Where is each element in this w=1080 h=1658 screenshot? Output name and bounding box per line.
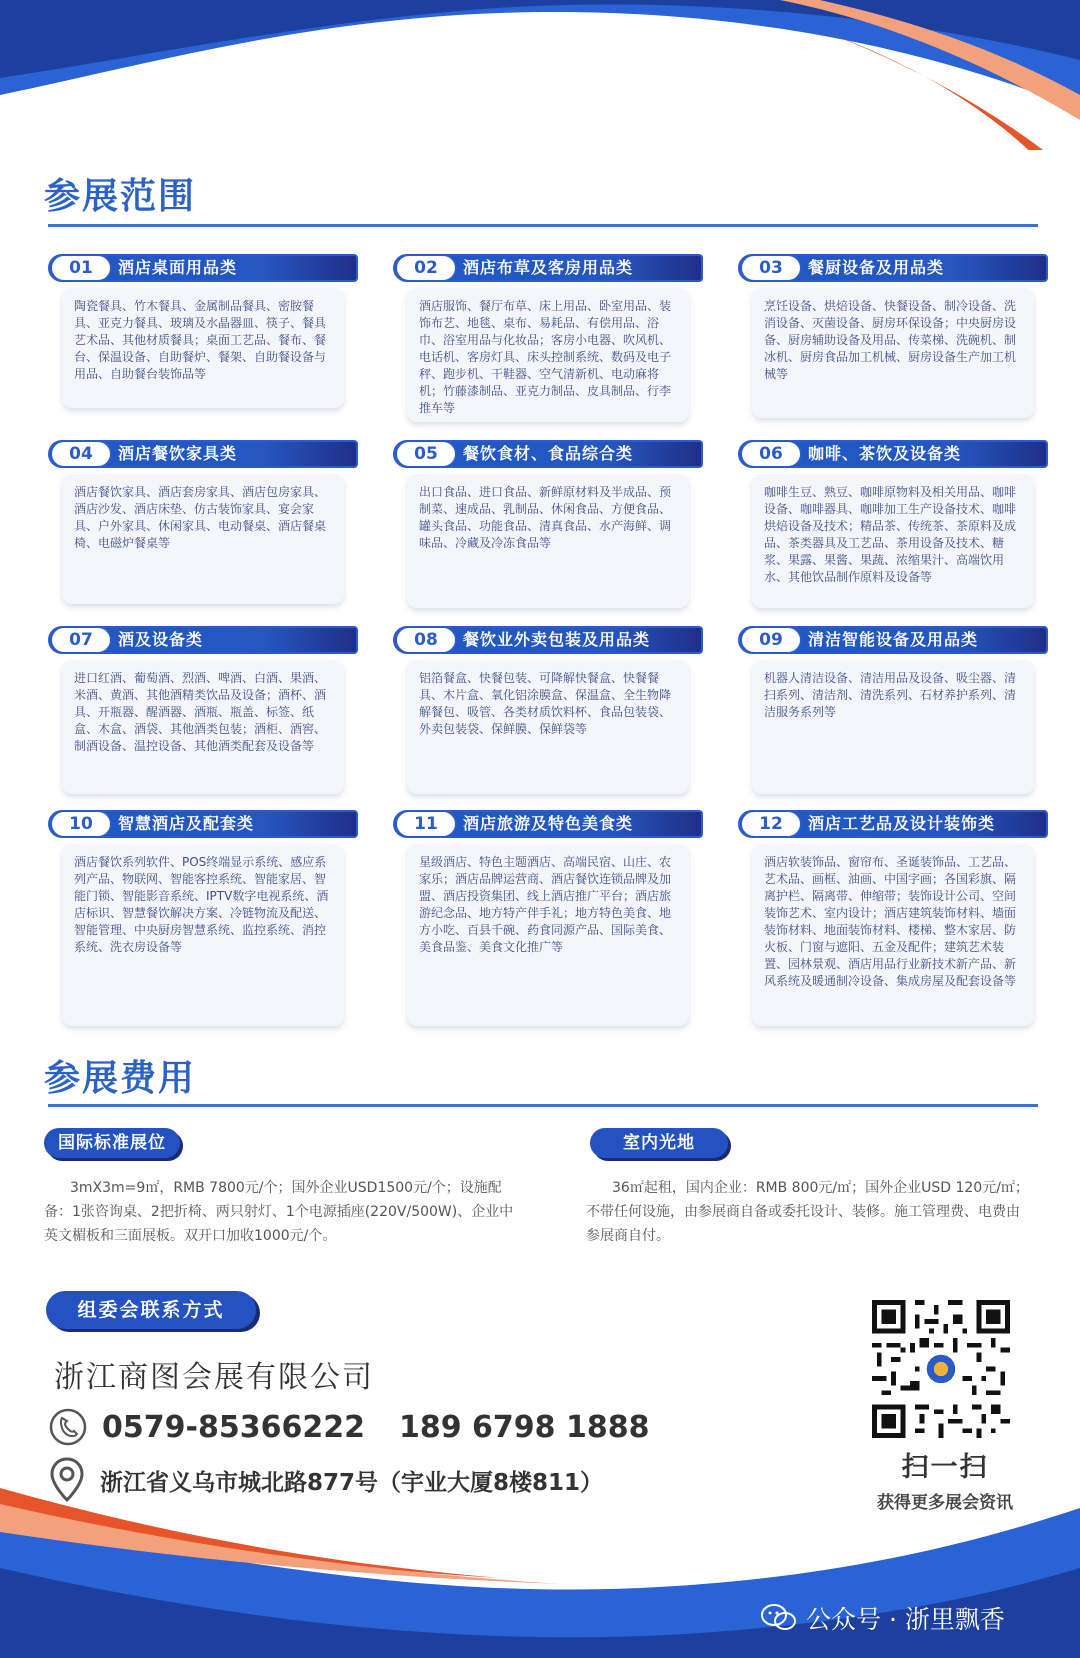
category-description: 酒店餐饮家具、酒店套房家具、酒店包房家具、酒店沙发、酒店床垫、仿古装饰家具、宴会家具、户外家具、休闲家具、电动餐桌、酒店餐桌椅、电磁炉餐桌等	[62, 474, 344, 604]
category-title: 酒店桌面用品类	[118, 258, 238, 277]
address-text: 浙江省义乌市城北路877号（宇业大厦8楼811）	[100, 1469, 604, 1496]
wechat-icon	[760, 1603, 798, 1633]
category-header	[738, 440, 1048, 468]
category-description: 铝箔餐盒、快餐包装、可降解快餐盒、快餐餐具、木片盒、氧化铝涂膜盒、保温盒、全生物降解餐包、吸管、各类材质饮料杯、食品包装袋、外卖包装袋、保鲜膜、保鲜袋等	[407, 660, 689, 794]
section-divider	[48, 224, 1038, 227]
category-header	[738, 254, 1048, 282]
phone-number[interactable]: 0579-85366222	[102, 1409, 365, 1445]
category-number: 11	[395, 810, 457, 838]
category-description: 酒店餐饮系列软件、POS终端显示系统、感应系列产品、物联网、智能客控系统、智能家居、智能门锁、智能影音系统、IPTV数字电视系统、酒店标识、智慧餐饮解决方案、冷链物流及配送、智能管理、中央厨房智慧系统、监控系统、消控系统、洗衣房设备等	[62, 844, 344, 1026]
category-header	[393, 810, 703, 838]
category-title: 餐厨设备及用品类	[808, 258, 945, 277]
category-description: 酒店软装饰品、窗帘布、圣诞装饰品、工艺品、艺术品、画框、油画、中国字画；各国彩旗、隔离护栏、隔离带、伸缩带；装饰设计公司、空间装饰艺术、室内设计；酒店建筑装饰材料、墙面装饰材料、地面装饰材料、楼梯、整木家居、防火板、门窗与遮阳、五金及配件；建筑艺术装置、园林景观、酒店用品行业新技术新产品、新风系统及暖通制冷设备、集成房屋及配套设备等	[752, 844, 1034, 1026]
phone-icon	[48, 1407, 88, 1447]
category-card	[48, 810, 358, 1026]
category-card	[48, 440, 358, 604]
category-card	[738, 254, 1048, 418]
category-card	[393, 254, 703, 422]
category-number: 08	[395, 626, 457, 654]
standard-booth-label: 国际标准展位	[44, 1128, 180, 1158]
category-header	[393, 626, 703, 654]
contact-label: 组委会联系方式	[46, 1291, 256, 1329]
qr-code-image[interactable]	[872, 1300, 1010, 1438]
category-card	[48, 254, 358, 408]
mobile-number[interactable]: 189 6798 1888	[398, 1409, 650, 1445]
category-number: 12	[740, 810, 802, 838]
section-divider	[48, 1104, 1038, 1107]
category-description: 星级酒店、特色主题酒店、高端民宿、山庄、农家乐；酒店品牌运营商、酒店餐饮连锁品牌及加盟、酒店投资集团、线上酒店推广平台；酒店旅游纪念品、地方特产伴手礼；地方特色美食、地方小吃、百县千碗、药食同源产品、国际美食、美食品鉴、美食文化推广等	[407, 844, 689, 1026]
category-description: 出口食品、进口食品、新鲜原材料及半成品、预制菜、速成品、乳制品、休闲食品、方便食品、罐头食品、功能食品、清真食品、水产海鲜、调味品、冷藏及冷冻食品等	[407, 474, 689, 608]
category-title: 餐饮业外卖包装及用品类	[463, 630, 651, 649]
company-name: 浙江商图会展有限公司	[54, 1360, 374, 1395]
category-number: 01	[50, 254, 112, 282]
section-title-fees: 参展费用	[44, 1058, 197, 1099]
watermark	[760, 1600, 1005, 1636]
category-title: 酒店工艺品及设计装饰类	[808, 814, 996, 833]
category-description: 烹饪设备、烘焙设备、快餐设备、制冷设备、洗消设备、灭菌设备、厨房环保设备；中央厨房设备、厨房辅助设备及用品、传菜梯、洗碗机、制冰机、厨房食品加工机械、厨房设备生产加工机械等	[752, 288, 1034, 418]
category-title: 清洁智能设备及用品类	[808, 630, 979, 649]
category-number: 02	[395, 254, 457, 282]
category-card	[393, 810, 703, 1026]
top-wave-decoration	[0, 0, 1080, 150]
section-title-scope: 参展范围	[44, 176, 197, 217]
category-number: 05	[395, 440, 457, 468]
category-header	[48, 254, 358, 282]
category-title: 餐饮食材、食品综合类	[463, 444, 634, 463]
category-card	[48, 626, 358, 794]
category-card	[738, 810, 1048, 1026]
qr-subtitle: 获得更多展会资讯	[877, 1493, 1013, 1513]
qr-title: 扫一扫	[901, 1452, 989, 1483]
category-header	[48, 440, 358, 468]
raw-space-label: 室内光地	[590, 1128, 728, 1158]
category-title: 酒店布草及客房用品类	[463, 258, 634, 277]
category-number: 06	[740, 440, 802, 468]
category-description: 咖啡生豆、熟豆、咖啡原物料及相关用品、咖啡设备、咖啡器具、咖啡加工生产设备技术、咖啡烘焙设备及技术；精品茶、传统茶、茶原料及成品、茶类器具及工艺品、茶用设备及技术、糖浆、果露、果酱、果蔬、浓缩果汁、高端饮用水、其他饮品制作原料及设备等	[752, 474, 1034, 608]
phone-row	[48, 1405, 649, 1449]
category-card	[738, 440, 1048, 608]
category-card	[393, 440, 703, 608]
category-title: 酒及设备类	[118, 630, 204, 649]
category-description: 机器人清洁设备、清洁用品及设备、吸尘器、清扫系列、清洁剂、清洗系列、石材养护系列、清洁服务系列等	[752, 660, 1034, 794]
raw-space-text: 36㎡起租，国内企业：RMB 800元/㎡；国外企业USD 120元/㎡；不带任何设施，由参展商自备或委托设计、装修。施工管理费、电费由参展商自付。	[586, 1180, 1029, 1244]
standard-booth-text: 3mX3m=9㎡，RMB 7800元/个；国外企业USD1500元/个；设施配备：1张咨询桌、2把折椅、两只射灯、1个电源插座(220V/500W)、企业中英文楣板和三面展板。双开口加收1000元/个。	[44, 1180, 514, 1244]
category-header	[393, 254, 703, 282]
category-description: 陶瓷餐具、竹木餐具、金属制品餐具、密胺餐具、亚克力餐具、玻璃及水晶器皿、筷子、餐具艺术品、其他材质餐具；桌面工艺品、餐布、餐台、保温设备、自助餐炉、餐架、自助餐设备与用品、自助餐台装饰品等	[62, 288, 344, 408]
category-header	[48, 810, 358, 838]
category-number: 07	[50, 626, 112, 654]
category-title: 智慧酒店及配套类	[118, 814, 255, 833]
category-number: 09	[740, 626, 802, 654]
category-header	[393, 440, 703, 468]
watermark-text: 公众号 · 浙里飘香	[806, 1605, 1005, 1634]
category-description: 进口红酒、葡萄酒、烈酒、啤酒、白酒、果酒、米酒、黄酒、其他酒精类饮品及设备；酒杯、酒具、开瓶器、醒酒器、酒瓶、瓶盖、标签、纸盒、木盒、酒袋、其他酒类包装；酒柜、酒窖、制酒设备、温控设备、其他酒类配套及设备等	[62, 660, 344, 794]
category-header	[48, 626, 358, 654]
category-card	[393, 626, 703, 794]
category-card	[738, 626, 1048, 794]
category-description: 酒店服饰、餐厅布草、床上用品、卧室用品、装饰布艺、地毯、桌布、易耗品、有偿用品、浴巾、浴室用品与化妆品；客房小电器、吹风机、电话机、客房灯具、床头控制系统、数码及电子秤、跑步机、干鞋器、空气清新机、电动麻将机；竹藤漆制品、亚克力制品、皮具制品、行李推车等	[407, 288, 689, 422]
category-header	[738, 626, 1048, 654]
category-number: 03	[740, 254, 802, 282]
category-number: 04	[50, 440, 112, 468]
category-number: 10	[50, 810, 112, 838]
category-title: 酒店旅游及特色美食类	[463, 814, 634, 833]
category-title: 酒店餐饮家具类	[118, 444, 238, 463]
category-title: 咖啡、茶饮及设备类	[808, 444, 962, 463]
category-header	[738, 810, 1048, 838]
